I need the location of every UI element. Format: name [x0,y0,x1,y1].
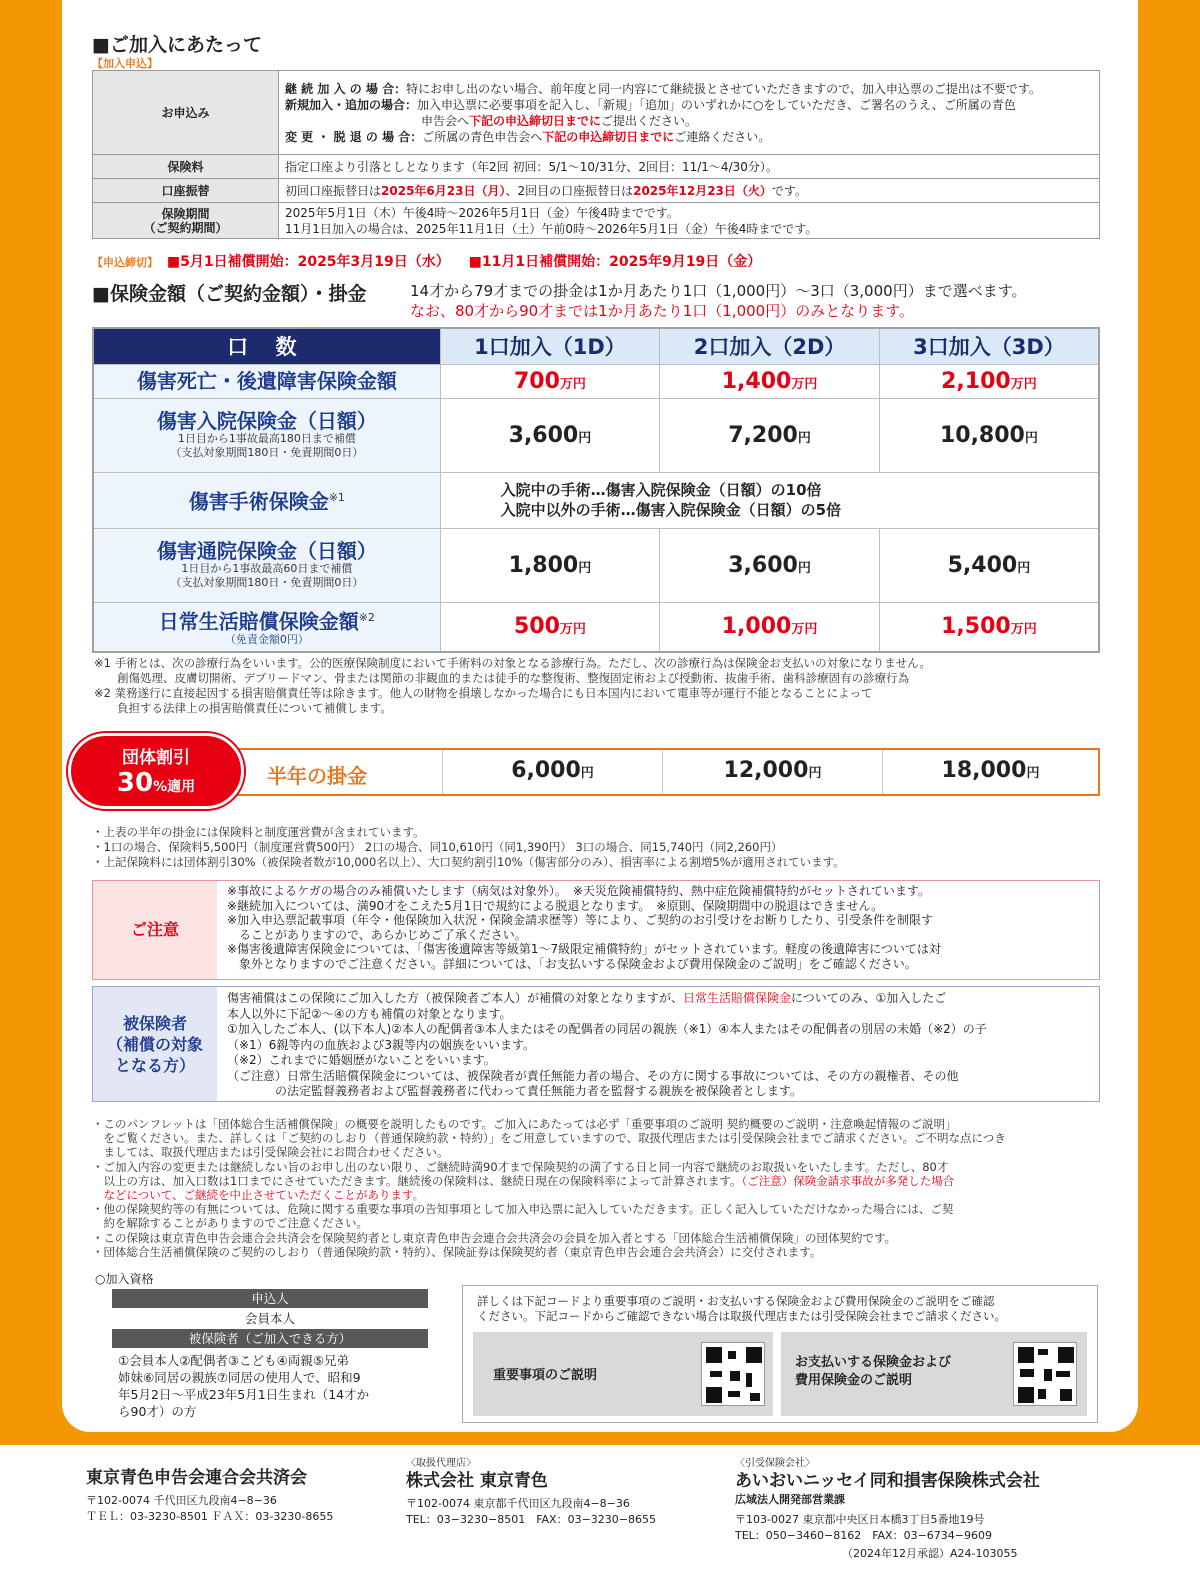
qualification-table: 申込人 会員本人 被保険者（ご加入できる方） ①会員本人②配偶者③こども④両親⑤兄弟 姉妹⑥同居の親族⑦同居の使用人で、昭和9 年5月2日〜平成23年5月1日生まれ（14才か ら90才）の方 [112,1289,428,1424]
footer-insurer-tag: 〈引受保険会社〉 [735,1458,815,1469]
qr-code-icon [1013,1342,1077,1406]
cont-label: 継 続 加 入 の 場 合： [285,81,407,96]
outpatient-1d: 1,800円 [440,528,660,602]
join-heading: ■ご加入にあたって [92,34,262,56]
group-discount-badge: 団体割引 30%適用 [68,733,244,809]
deadline-nov: ■11月1日補償開始：2025年9月19日（金） [468,254,762,270]
footer-org-address: 〒102-0074 千代田区九段南4−8−36 [86,1494,277,1507]
caution-text: ※事故によるケガの場合のみ補償いたします（病気は対象外）。 ※天災危険補償特約、熱中症危険補償特約がセットされています。 ※継続加入については、満90才をこえた5月1日で規約による脱退となります。 ※原則、保険期間中の脱退はできません。 ※加入申込票記載事項（年令・他保険加入状況・保険金請求歴等）等により、ご契約のお引受けをお断りしたり、引受条件を制限す ることがありますので、あらかじめご了承ください。 ※傷害後遺障害保険金については、「傷害後遺障害等級第1〜7級限定補償特約」がセットされています。軽度の後遺障害については対 象外となりますのでご注意ください。詳細については、「お支払いする保険金および費用保険金のご説明」をご確認ください。 [227,884,941,971]
hospital-2d: 7,200円 [660,398,880,472]
qualification-title: ○加入資格 [95,1272,154,1286]
new-deadline-emph: 下記の申込締切日までに [469,113,602,128]
outpatient-3d: 5,400円 [879,528,1099,602]
debit-date-2: 2025年12月23日（火） [633,183,772,198]
footer-insurer-address: 〒103-0027 東京都中央区日本橋3丁目5番地19号 [735,1513,985,1526]
death-1d: 700万円 [440,364,660,398]
insured-text: 傷害補償はこの保険にご加入した方（被保険者ご本人）が補償の対象となりますが、日常生活賠償保険金についてのみ、①加入したご 本人以外に下記②〜④の方も補償の対象となります。 ①加入したご本人、(以下本人)②本人の配偶者③本人またはその配偶者の同居の親族（※1）④本人またはその配偶者の別居の未婚（※2）の子 （※1）6親等内の血族および3親等内の姻族をいいます。 （※2）これまでに婚姻歴がないことをいいます。 （ご注意）日常生活賠償保険金については、被保険者が責任無能力者の場合、その方に関する事故については、その方の親権者、その他 の法定監督義務者および監督義務者に代わって責任無能力者を監督する親族を被保険者とします。 [227,991,987,1098]
period-label-1: 保険期間 [161,206,210,221]
approval-code: （2024年12月承認）A24-103055 [842,1547,1018,1560]
qr-box [462,1285,1098,1423]
insured-label: 被保険者 （補償の対象 となる方） [93,987,217,1101]
footer-agent-name: 株式会社 東京青色 [406,1471,548,1491]
col-header-units: 口 数 [93,328,440,364]
col-header-3d: 3口加入（3D） [879,328,1099,364]
qr-intro: 詳しくは下記コードより重要事項のご説明・お支払いする保険金および費用保険金のご説明をご確認 ください。下記コードからご確認できない場合は取扱代理店または引受保険会社までご請求ください。 [477,1294,1006,1323]
qr-payment-explanation[interactable]: お支払いする保険金および 費用保険金のご説明 [781,1332,1087,1416]
new-text: 加入申込票に必要事項を記入し、「新規」「追加」のいずれかに○をしていただき、ご署名のうえ、ご所属の青色 [417,97,1016,112]
hospital-3d: 10,800円 [879,398,1099,472]
debit-date-1: 2025年6月23日（月） [381,183,506,198]
premium-1d: 6,000円 [511,758,594,783]
amount-note-1: 14才から79才までの掛金は1か月あたり1口（1,000円）〜3口（3,000円）まで選べます。 [410,282,1027,300]
half-year-premium-row [235,748,1100,796]
debit-label: 口座振替 [93,179,279,203]
hospital-1d: 3,600円 [440,398,660,472]
footer-insurer-name: あいおいニッセイ同和損害保険株式会社 [735,1471,1040,1491]
debit-c: 、2回目の口座振替日は [505,183,634,198]
fee-text: 指定口座より引落としとなります（年2回 初回：5/1〜10/31分、2回目：11/1〜4/30分）。 [279,155,1100,179]
deadline-may: ■5月1日補償開始：2025年3月19日（水） [166,254,450,270]
apply-table [92,70,1100,239]
apply-tag: 【加入申込】 [92,57,158,70]
row-hospital: 傷害入院保険金（日額） 1日目から1事故最高180日まで補償 （支払対象期間180日・免責期間0日） [93,398,440,472]
surgery-desc: 入院中の手術…傷害入院保険金（日額）の10倍 入院中以外の手術…傷害入院保険金（日額）の5倍 [440,472,1099,528]
row-death: 傷害死亡・後遺障害保険金額 [93,364,440,398]
footer-agent-tel: TEL：03−3230−8501 FAX：03−3230−8655 [406,1513,657,1526]
qr-important-matters[interactable]: 重要事項のご説明 [473,1332,773,1416]
period-2: 11月1日加入の場合は、2025年11月1日（土）午前0時〜2026年5月1日（金）午後4時までです。 [285,221,818,236]
period-label-2: （ご契約期間） [143,220,228,235]
benefit-table [92,327,1100,653]
footer-agent-tag: 〈取扱代理店〉 [406,1458,476,1469]
period-1: 2025年5月1日（木）午後4時〜2026年5月1日（金）午後4時までです。 [285,205,679,220]
new-text-2c: ご提出ください。 [601,113,698,128]
footer-org-name: 東京青色申告会連合会共済会 [86,1468,307,1488]
row-liability: 日常生活賠償保険金額$^{※2}$ （免責金額0円） [93,602,440,652]
outpatient-2d: 3,600円 [660,528,880,602]
footer-insurer-dept: 広域法人開発部営業課 [735,1493,845,1506]
footer-agent-address: 〒102-0074 東京都千代田区九段南4−8−36 [406,1497,630,1510]
liability-2d: 1,000万円 [660,602,880,652]
deadline-row [92,251,761,271]
liability-3d: 1,500万円 [879,602,1099,652]
chg-text-a: ご所属の青色申告会へ [422,129,543,144]
death-2d: 1,400万円 [660,364,880,398]
premium-2d: 12,000円 [723,758,822,783]
premium-notes: ・上表の半年の掛金には保険料と制度運営費が含まれています。 ・1口の場合、保険料5,500円（制度運営費500円） 2口の場合、同10,610円（同1,390円） 3口の場合、同15,740円（同2,260円） ・上記保険料には団体割引30%（被保険者数が10,000名以上）、大口契約割引10%（傷害部分のみ）、損害率による割増5%が適用されています。 [92,825,845,869]
fee-label: 保険料 [93,155,279,179]
premium-3d: 18,000円 [941,758,1040,783]
amount-heading: ■保険金額（ご契約金額）・掛金 [92,283,367,305]
row-surgery: 傷害手術保険金$^{※1}$ [93,472,440,528]
half-year-label: 半年の掛金 [267,764,367,788]
col-header-1d: 1口加入（1D） [440,328,660,364]
col-header-2d: 2口加入（2D） [660,328,880,364]
deadline-tag: 【申込締切】 [92,256,158,269]
apply-label: お申込み [93,71,279,155]
debit-a: 初回口座振替日は [285,183,382,198]
chg-deadline-emph: 下記の申込締切日までに [542,129,675,144]
qr-code-icon [701,1342,765,1406]
death-3d: 2,100万円 [879,364,1099,398]
debit-e: です。 [771,183,807,198]
amount-note-2: なお、80才から90才までは1か月あたり1口（1,000円）のみとなります。 [410,302,915,320]
liability-1d: 500万円 [440,602,660,652]
footnotes: ※1 手術とは、次の診療行為をいいます。公的医療保険制度において手術料の対象となる診療行為。ただし、次の診療行為は保険金お支払いの対象になりません。 創傷処理、皮膚切開術、デブリードマン、骨または関節の非観血的または徒手的な整復術、整復固定術および授動術、抜歯手術、歯科診療固有の診療行為 ※2 業務遂行に直接起因する損害賠償責任等は除きます。他人の財物を損壊しなかった場合にも日本国内において電車等が運行不能となることによって 負担する法律上の損害賠償責任について補償します。 [94,656,931,715]
bottom-notes: ・このパンフレットは「団体総合生活補償保険」の概要を説明したものです。ご加入にあたっては必ず「重要事項のご説明 契約概要のご説明・注意喚起情報のご説明」 をご覧ください。また、詳しくは「ご契約のしおり（普通保険約款・特約）」をご用意していますので、取扱代理店または引受保険会社までご請求ください。ご不明な点につき ましては、取扱代理店または引受保険会社にお問合わせください。 ・ご加入内容の変更または継続しない旨のお申し出のない限り、ご継続時満90才まで保険契約の満了する日と同一内容で継続のお取扱いをいたします。ただし、80才 以上の方は、加入口数は1口までにさせていただきます。継続後の保険料は、継続日現在の保険料率によって計算されます。（ご注意）保険金請求事故が多発した場合 などについて、ご継続を中止させていただくことがあります。 ・他の保険契約等の有無については、危険に関する重要な事項の告知事項として加入申込票に記入していただきます。正しく記入していただけなかった場合には、ご契 約を解除することがありますのでご注意ください。 ・この保険は東京青色申告会連合会共済会を保険契約者とし東京青色申告会連合会共済会の会員を加入者とする「団体総合生活補償保険」の団体契約です。 ・団体総合生活補償保険のご契約のしおり（普通保険約款・特約）、保険証券は保険契約者（東京青色申告会連合会共済会）に交付されます。 [92,1117,1006,1259]
caution-box [92,880,1100,980]
cont-text: 特にお申し出のない場合、前年度と同一内容にて継続扱とさせていただきますので、加入申込票のご提出は不要です。 [406,81,1041,96]
chg-label: 変 更 ・ 脱 退 の 場 合： [285,129,423,144]
insured-box [92,986,1100,1102]
row-outpatient: 傷害通院保険金（日額） 1日目から1事故最高60日まで補償 （支払対象期間180日・免責期間0日） [93,528,440,602]
new-text-2a: 申告会へ [421,113,470,128]
footer-org-tel: ＴＥＬ：03-3230-8501 ＦＡＸ：03-3230-8655 [86,1510,334,1523]
footer-insurer-tel: TEL：050−3460−8162 FAX：03−6734−9609 [735,1529,993,1542]
chg-text-c: ご連絡ください。 [674,129,771,144]
new-label: 新規加入・追加の場合： [285,97,418,112]
caution-label: ご注意 [93,881,217,979]
